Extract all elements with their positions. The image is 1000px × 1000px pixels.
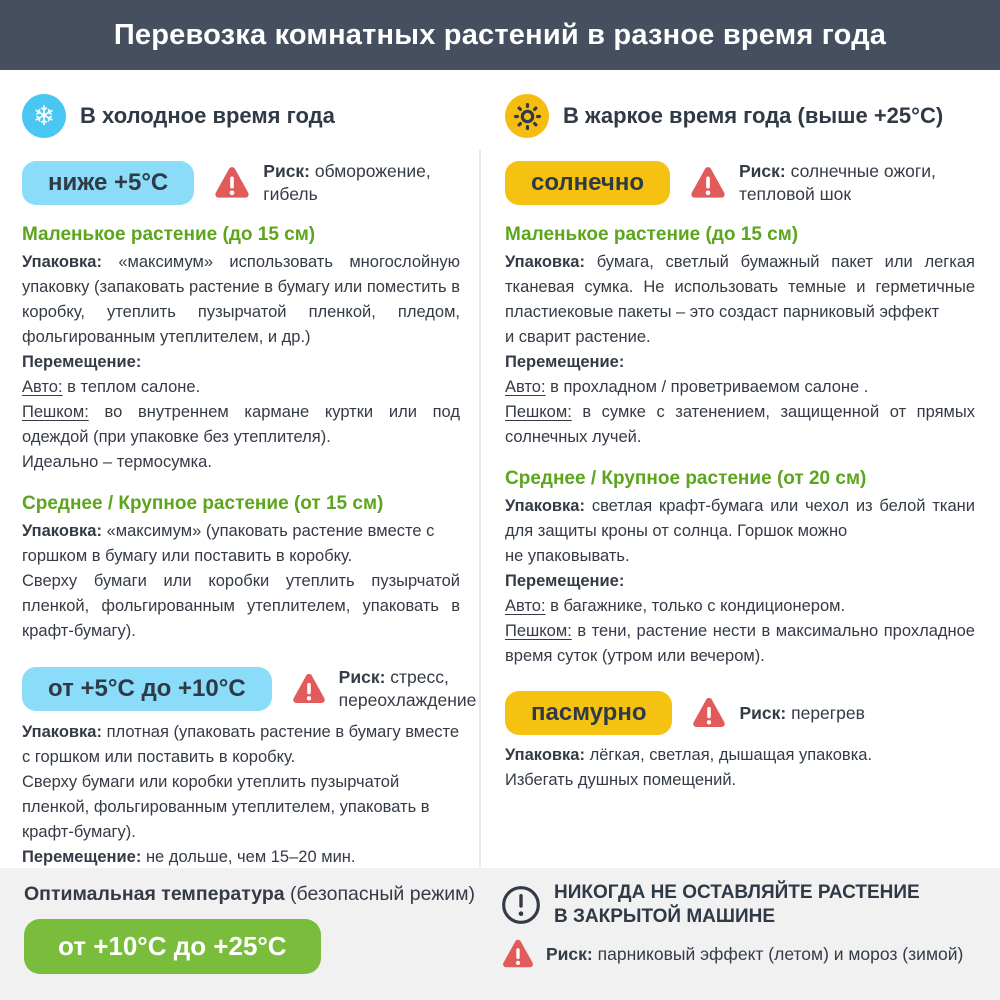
never-leave-title-row: [500, 881, 990, 929]
cold-season-section: [0, 70, 480, 868]
movement-label-line: Перемещение:: [505, 353, 625, 371]
packing-label: Упаковка:: [505, 746, 585, 764]
plant-heading-small-hot: Маленькое растение (до 15 см): [505, 224, 799, 245]
packing-paragraph-continued: Сверху бумаги или коробки утеплить пузырчатой пленкой, фольгированным утеплителем, упаковать в крафт-бумагу).: [22, 572, 460, 640]
alert-circle-icon: [500, 884, 542, 926]
temp-badge-optimal: от +10°C до +25°C: [24, 919, 321, 974]
movement-label-line: Перемещение:: [22, 353, 142, 371]
risk-text: обморожение, гибель: [263, 161, 431, 204]
never-leave-warning-block: [480, 868, 1000, 1000]
risk-note: Риск: перегрев: [739, 702, 865, 723]
risk-note: Риск: солнечные ожоги, тепловой шок: [739, 161, 936, 204]
optimal-temperature-title: Оптимальная температура (безопасный режим): [24, 883, 476, 905]
hot-badge-row-sunny: [505, 160, 975, 206]
warning-triangle-icon: [690, 696, 728, 731]
auto-line: Авто: в теплом салоне.: [22, 378, 201, 396]
optimal-temperature-block: [0, 868, 480, 1000]
packing-paragraph: Упаковка: «максимум» использовать многослойную упаковку (запаковать растение в бумагу или поместить в коробку, утеплить пузырчатой пленкой, пледом, фольгированным утеплителем, и др.): [22, 253, 460, 346]
packing-paragraph-continued: не упаковывать.: [505, 547, 630, 565]
plant-heading-large-cold: Среднее / Крупное растение (от 15 см): [22, 493, 384, 514]
walk-line: Пешком: в сумке с затенением, защищенной от прямых солнечных лучей.: [505, 403, 975, 446]
risk-label: Риск:: [338, 667, 386, 687]
temp-badge-below-5: ниже +5°C: [22, 161, 194, 205]
weather-badge-cloudy: пасмурно: [505, 691, 672, 735]
walk-line: Пешком: во внутреннем кармане куртки или под одеждой (при упаковке без утеплителя).: [22, 403, 460, 446]
never-leave-title: НИКОГДА НЕ ОСТАВЛЯЙТЕ РАСТЕНИЕ В ЗАКРЫТОЙ МАШИНЕ: [554, 882, 920, 927]
movement-label-line: Перемещение:: [505, 572, 625, 590]
packing-paragraph: Упаковка: светлая крафт-бумага или чехол из белой ткани для защиты кроны от солнца. Горшок можно: [505, 497, 975, 540]
plant-heading-large-hot: Среднее / Крупное растение (от 20 см): [505, 468, 867, 489]
risk-label: Риск:: [263, 161, 311, 181]
cold-section-title: В холодное время года: [80, 103, 335, 128]
ideal-line: Идеально – термосумка.: [22, 453, 212, 471]
auto-label: Авто:: [505, 597, 546, 615]
packing-label: Упаковка:: [22, 253, 102, 271]
risk-note: Риск: стресс, переохлаждение: [338, 667, 477, 710]
snowflake-icon: ❄: [22, 94, 66, 138]
risk-note: [263, 160, 460, 206]
packing-paragraph-continued: Сверху бумаги или коробки утеплить пузырчатой пленкой, фольгированным утеплителем, упаковать в крафт-бумагу).: [22, 773, 430, 841]
packing-paragraph-continued: Избегать душных помещений.: [505, 771, 737, 789]
warning-triangle-icon: [688, 165, 728, 202]
auto-label: Авто:: [22, 378, 63, 396]
cold-section-header: [22, 94, 460, 138]
packing-paragraph-continued: и сварит растение.: [505, 328, 651, 346]
hot-season-section: [480, 70, 1000, 868]
auto-line: Авто: в багажнике, только с кондиционером.: [505, 597, 846, 615]
walk-label: Пешком:: [22, 403, 89, 421]
movement-line: Перемещение: не дольше, чем 15–20 мин.: [22, 848, 356, 866]
plant-heading-small-cold: Маленькое растение (до 15 см): [22, 224, 316, 245]
page-header: [0, 0, 1000, 70]
packing-label: Упаковка:: [505, 497, 585, 515]
packing-paragraph: Упаковка: «максимум» (упаковать растение вместе с горшком в бумагу или поставить в коробку.: [22, 522, 435, 565]
footer-risk-note: [500, 938, 990, 971]
page-title: Перевозка комнатных растений в разное время года: [113, 18, 887, 51]
risk-label: Риск:: [739, 702, 787, 723]
walk-label: Пешком:: [505, 622, 572, 640]
warning-triangle-icon: [500, 938, 536, 971]
footer-risk-text: Риск: парниковый эффект (летом) и мороз (зимой): [546, 944, 964, 964]
hot-section-header: [505, 94, 975, 138]
walk-label: Пешком:: [505, 403, 572, 421]
auto-label: Авто:: [505, 378, 546, 396]
hot-badge-row-cloudy: [505, 691, 975, 735]
packing-label: Упаковка:: [505, 253, 585, 271]
cold-badge-row-mid: [22, 666, 477, 712]
packing-label: Упаковка:: [22, 522, 102, 540]
content: [0, 70, 1000, 868]
column-divider: [479, 150, 481, 867]
footer-band: [0, 868, 1000, 1000]
weather-badge-sunny: солнечно: [505, 161, 670, 205]
temp-badge-5-to-10: от +5°C до +10°C: [22, 667, 272, 711]
walk-line: Пешком: в тени, растение нести в максимально прохладное время суток (утром или вечером).: [505, 622, 975, 665]
packing-paragraph: Упаковка: лёгкая, светлая, дышащая упаковка.: [505, 746, 873, 764]
packing-label: Упаковка:: [22, 723, 102, 741]
warning-triangle-icon: [290, 672, 328, 707]
cold-badge-row-low: [22, 160, 460, 206]
risk-label: Риск:: [739, 161, 786, 181]
hot-section-title: В жаркое время года (выше +25°C): [563, 103, 944, 128]
packing-paragraph: Упаковка: бумага, светлый бумажный пакет или легкая тканевая сумка. Не использовать темные и герметичные пластиековые пакеты – это создаст парниковый эффект: [505, 253, 975, 321]
packing-paragraph: Упаковка: плотная (упаковать растение в бумагу вместе с горшком или поставить в коробку.: [22, 723, 460, 766]
auto-line: Авто: в прохладном / проветриваемом салоне .: [505, 378, 869, 396]
sun-icon: [505, 94, 549, 138]
warning-triangle-icon: [212, 165, 252, 202]
